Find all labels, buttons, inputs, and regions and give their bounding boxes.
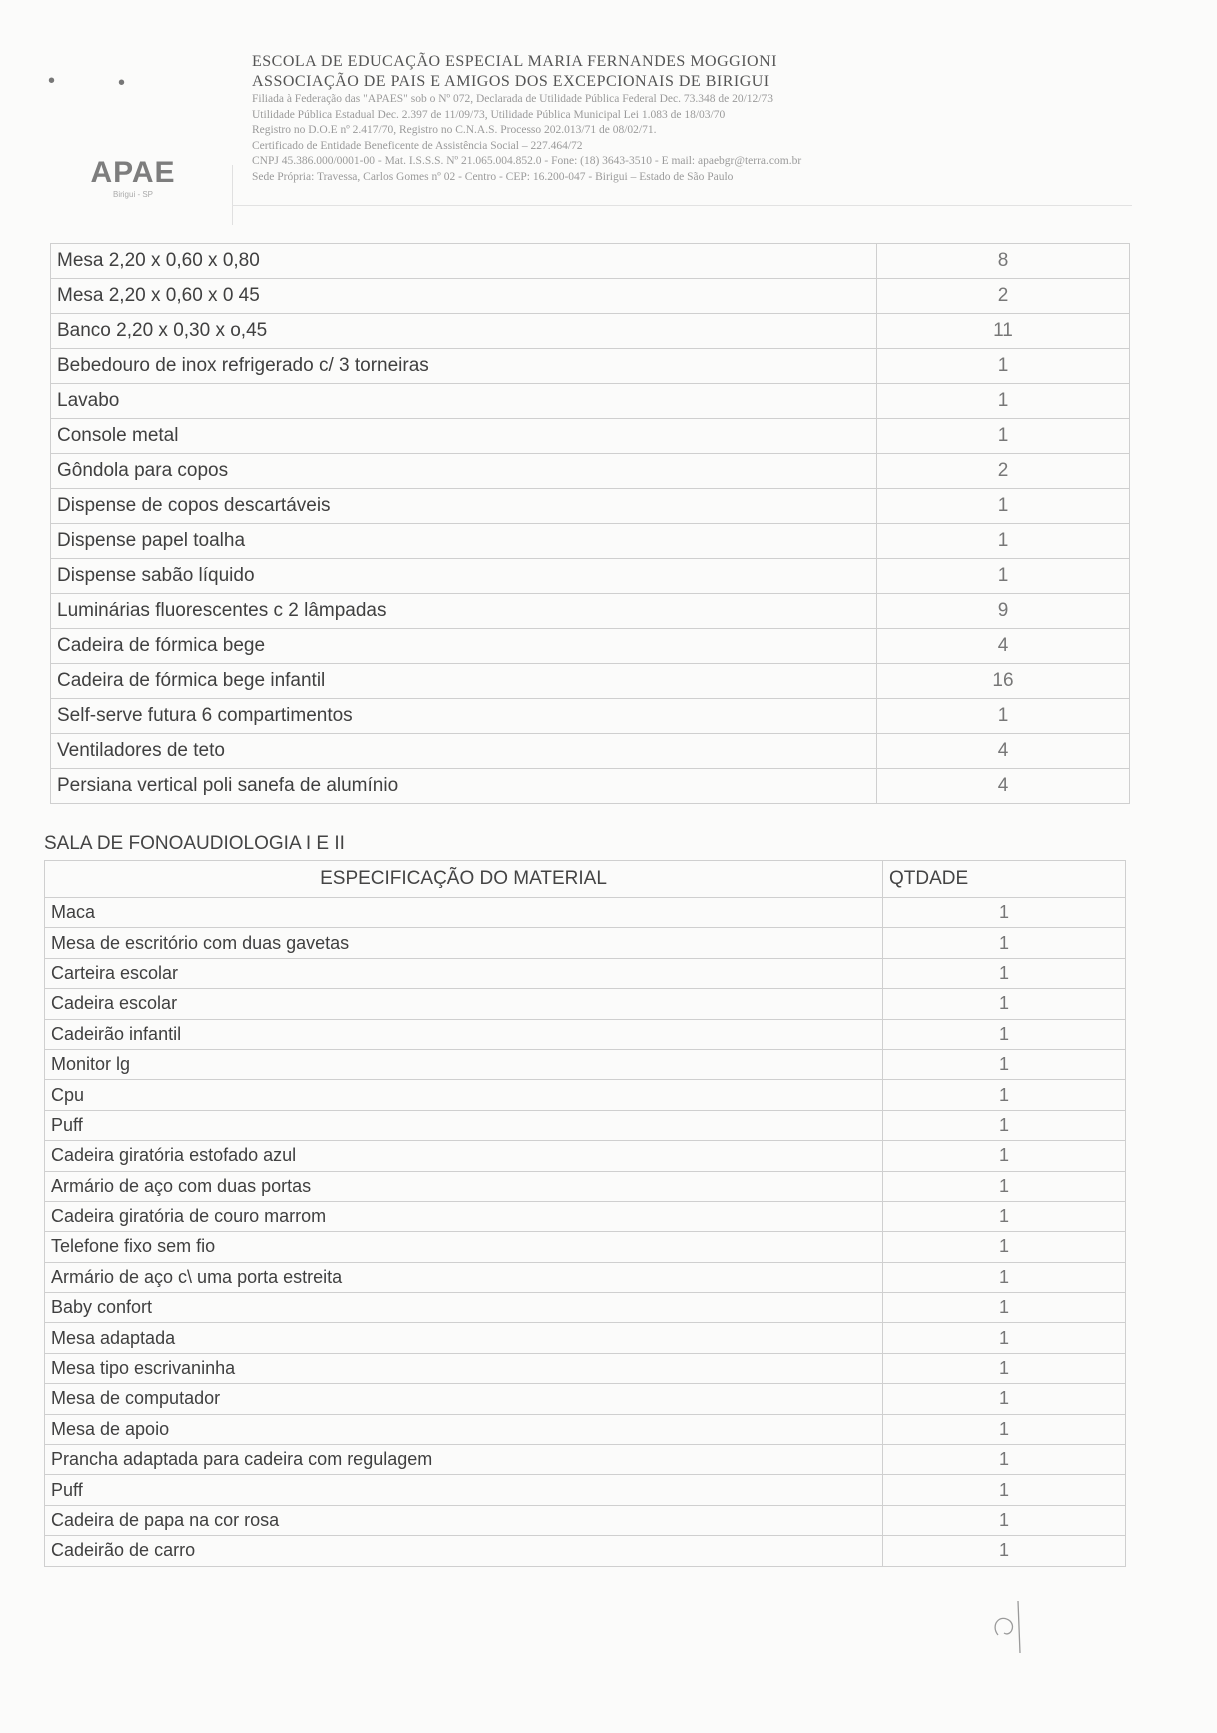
- table-row: [51, 699, 1130, 734]
- item-quantity: 16: [877, 664, 1130, 699]
- header-line: Utilidade Pública Estadual Dec. 2.397 de 11/09/73, Utilidade Pública Municipal Lei 1.083 de 18/03/70: [252, 108, 726, 121]
- header-divider: [232, 165, 233, 225]
- item-quantity: 1: [883, 1353, 1126, 1383]
- table-row: [45, 1171, 1126, 1201]
- association-name: ASSOCIAÇÃO DE PAIS E AMIGOS DOS EXCEPCIONAIS DE BIRIGUI: [252, 73, 770, 90]
- table-row: [51, 734, 1130, 769]
- item-description: Cadeira escolar: [45, 989, 883, 1019]
- item-description: Bebedouro de inox refrigerado c/ 3 torneiras: [51, 349, 877, 384]
- table-row: [51, 594, 1130, 629]
- table-row: [45, 898, 1126, 928]
- table-row: [45, 1445, 1126, 1475]
- table-row: [51, 279, 1130, 314]
- letterhead: [0, 0, 1217, 235]
- table-row: [51, 629, 1130, 664]
- scan-mark: •: [118, 72, 126, 94]
- header-line: CNPJ 45.386.000/0001-00 - Mat. I.S.S.S. Nº 21.065.004.852.0 - Fone: (18) 3643-3510 - E mail: apaebgr@terra.com.br: [252, 155, 802, 167]
- item-quantity: 1: [883, 989, 1126, 1019]
- table-row: [45, 958, 1126, 988]
- item-description: Self-serve futura 6 compartimentos: [51, 699, 877, 734]
- item-description: Mesa de apoio: [45, 1414, 883, 1444]
- item-quantity: 1: [883, 1232, 1126, 1262]
- item-quantity: 4: [877, 734, 1130, 769]
- item-quantity: 1: [877, 349, 1130, 384]
- item-description: Cadeira de fórmica bege: [51, 629, 877, 664]
- item-quantity: 1: [883, 1505, 1126, 1535]
- item-description: Armário de aço c\ uma porta estreita: [45, 1262, 883, 1292]
- item-description: Persiana vertical poli sanefa de alumínio: [51, 769, 877, 804]
- item-quantity: 1: [883, 1080, 1126, 1110]
- item-quantity: 1: [883, 1171, 1126, 1201]
- item-quantity: 1: [883, 1536, 1126, 1566]
- item-description: Carteira escolar: [45, 958, 883, 988]
- item-quantity: 1: [877, 524, 1130, 559]
- item-description: Mesa adaptada: [45, 1323, 883, 1353]
- item-description: Mesa 2,20 x 0,60 x 0,80: [51, 244, 877, 279]
- table-row: [51, 419, 1130, 454]
- table-row: [45, 1110, 1126, 1140]
- header-text: [252, 52, 1152, 185]
- table-row: [45, 1080, 1126, 1110]
- item-description: Cadeira de fórmica bege infantil: [51, 664, 877, 699]
- item-quantity: 2: [877, 454, 1130, 489]
- table-row: [51, 384, 1130, 419]
- item-description: Ventiladores de teto: [51, 734, 877, 769]
- table-row: [51, 314, 1130, 349]
- item-description: Cadeirão infantil: [45, 1019, 883, 1049]
- table-row: [51, 489, 1130, 524]
- table-row: [45, 1475, 1126, 1505]
- item-description: Dispense sabão líquido: [51, 559, 877, 594]
- table-row: [45, 1049, 1126, 1079]
- table-row: [51, 559, 1130, 594]
- header-line: Certificado de Entidade Beneficente de Assistência Social – 227.464/72: [252, 139, 583, 152]
- item-description: Dispense de copos descartáveis: [51, 489, 877, 524]
- table-row: [51, 349, 1130, 384]
- item-description: Puff: [45, 1110, 883, 1140]
- item-quantity: 1: [883, 1262, 1126, 1292]
- logo-subtitle: Birigui - SP: [112, 190, 153, 199]
- table-header-row: [45, 861, 1126, 898]
- item-description: Gôndola para copos: [51, 454, 877, 489]
- table-row: [45, 989, 1126, 1019]
- table-row: [45, 1505, 1126, 1535]
- table-row: [51, 769, 1130, 804]
- inventory-table-2: [44, 860, 1126, 1567]
- item-description: Dispense papel toalha: [51, 524, 877, 559]
- header-line: Registro no D.O.E nº 2.417/70, Registro no C.N.A.S. Processo 202.013/71 de 08/02/71.: [252, 124, 657, 136]
- header-line: Filiada à Federação das "APAES" sob o Nº 072, Declarada de Utilidade Pública Federal Dec. 73.348 de 20/12/73: [252, 93, 773, 105]
- apae-logo: [78, 158, 188, 199]
- item-quantity: 1: [883, 958, 1126, 988]
- item-quantity: 1: [883, 1293, 1126, 1323]
- table-row: [51, 664, 1130, 699]
- item-quantity: 1: [883, 898, 1126, 928]
- item-quantity: 1: [883, 1323, 1126, 1353]
- column-header-spec: ESPECIFICAÇÃO DO MATERIAL: [45, 861, 883, 898]
- item-quantity: 1: [883, 1475, 1126, 1505]
- scan-mark: •: [48, 70, 56, 92]
- table-row: [51, 244, 1130, 279]
- item-description: Cadeirão de carro: [45, 1536, 883, 1566]
- item-quantity: 1: [883, 1141, 1126, 1171]
- item-description: Mesa de escritório com duas gavetas: [45, 928, 883, 958]
- item-description: Banco 2,20 x 0,30 x o,45: [51, 314, 877, 349]
- table-row: [51, 454, 1130, 489]
- item-description: Maca: [45, 898, 883, 928]
- item-description: Console metal: [51, 419, 877, 454]
- item-quantity: 11: [877, 314, 1130, 349]
- item-quantity: 1: [877, 489, 1130, 524]
- table-row: [45, 1384, 1126, 1414]
- item-quantity: 1: [883, 1019, 1126, 1049]
- item-description: Mesa de computador: [45, 1384, 883, 1414]
- table-row: [45, 1201, 1126, 1231]
- item-quantity: 1: [883, 928, 1126, 958]
- item-description: Cadeira giratória estofado azul: [45, 1141, 883, 1171]
- item-description: Armário de aço com duas portas: [45, 1171, 883, 1201]
- item-description: Luminárias fluorescentes c 2 lâmpadas: [51, 594, 877, 629]
- item-quantity: 1: [877, 419, 1130, 454]
- item-quantity: 4: [877, 769, 1130, 804]
- item-description: Puff: [45, 1475, 883, 1505]
- table-row: [45, 1323, 1126, 1353]
- item-quantity: 1: [883, 1110, 1126, 1140]
- table-row: [45, 1019, 1126, 1049]
- table-row: [45, 1293, 1126, 1323]
- item-quantity: 1: [883, 1414, 1126, 1444]
- item-quantity: 4: [877, 629, 1130, 664]
- table-row: [45, 1353, 1126, 1383]
- table-row: [45, 1141, 1126, 1171]
- item-description: Mesa 2,20 x 0,60 x 0 45: [51, 279, 877, 314]
- column-header-qty: QTDADE: [883, 861, 1126, 898]
- item-quantity: 8: [877, 244, 1130, 279]
- table-row: [51, 524, 1130, 559]
- item-description: Telefone fixo sem fio: [45, 1232, 883, 1262]
- school-name: ESCOLA DE EDUCAÇÃO ESPECIAL MARIA FERNANDES MOGGIONI: [252, 53, 777, 70]
- item-description: Cpu: [45, 1080, 883, 1110]
- item-description: Lavabo: [51, 384, 877, 419]
- inventory-table-1: [50, 243, 1130, 804]
- table-row: [45, 1414, 1126, 1444]
- table-row: [45, 1262, 1126, 1292]
- table-row: [45, 928, 1126, 958]
- item-quantity: 1: [883, 1384, 1126, 1414]
- item-description: Monitor lg: [45, 1049, 883, 1079]
- header-line: Sede Própria: Travessa, Carlos Gomes nº 02 - Centro - CEP: 16.200-047 - Birigui – Estado de São Paulo: [252, 170, 734, 183]
- item-quantity: 1: [883, 1445, 1126, 1475]
- item-quantity: 1: [883, 1201, 1126, 1231]
- header-rule: [232, 205, 1132, 206]
- item-quantity: 1: [877, 559, 1130, 594]
- logo-text: APAE: [90, 156, 176, 189]
- item-quantity: 1: [877, 384, 1130, 419]
- table-row: [45, 1536, 1126, 1566]
- item-quantity: 2: [877, 279, 1130, 314]
- item-description: Cadeira de papa na cor rosa: [45, 1505, 883, 1535]
- signature-mark: [980, 1595, 1050, 1655]
- item-description: Mesa tipo escrivaninha: [45, 1353, 883, 1383]
- item-description: Cadeira giratória de couro marrom: [45, 1201, 883, 1231]
- item-quantity: 9: [877, 594, 1130, 629]
- section-title: SALA DE FONOAUDIOLOGIA I E II: [44, 833, 345, 854]
- item-quantity: 1: [883, 1049, 1126, 1079]
- item-description: Baby confort: [45, 1293, 883, 1323]
- item-quantity: 1: [877, 699, 1130, 734]
- item-description: Prancha adaptada para cadeira com regulagem: [45, 1445, 883, 1475]
- table-row: [45, 1232, 1126, 1262]
